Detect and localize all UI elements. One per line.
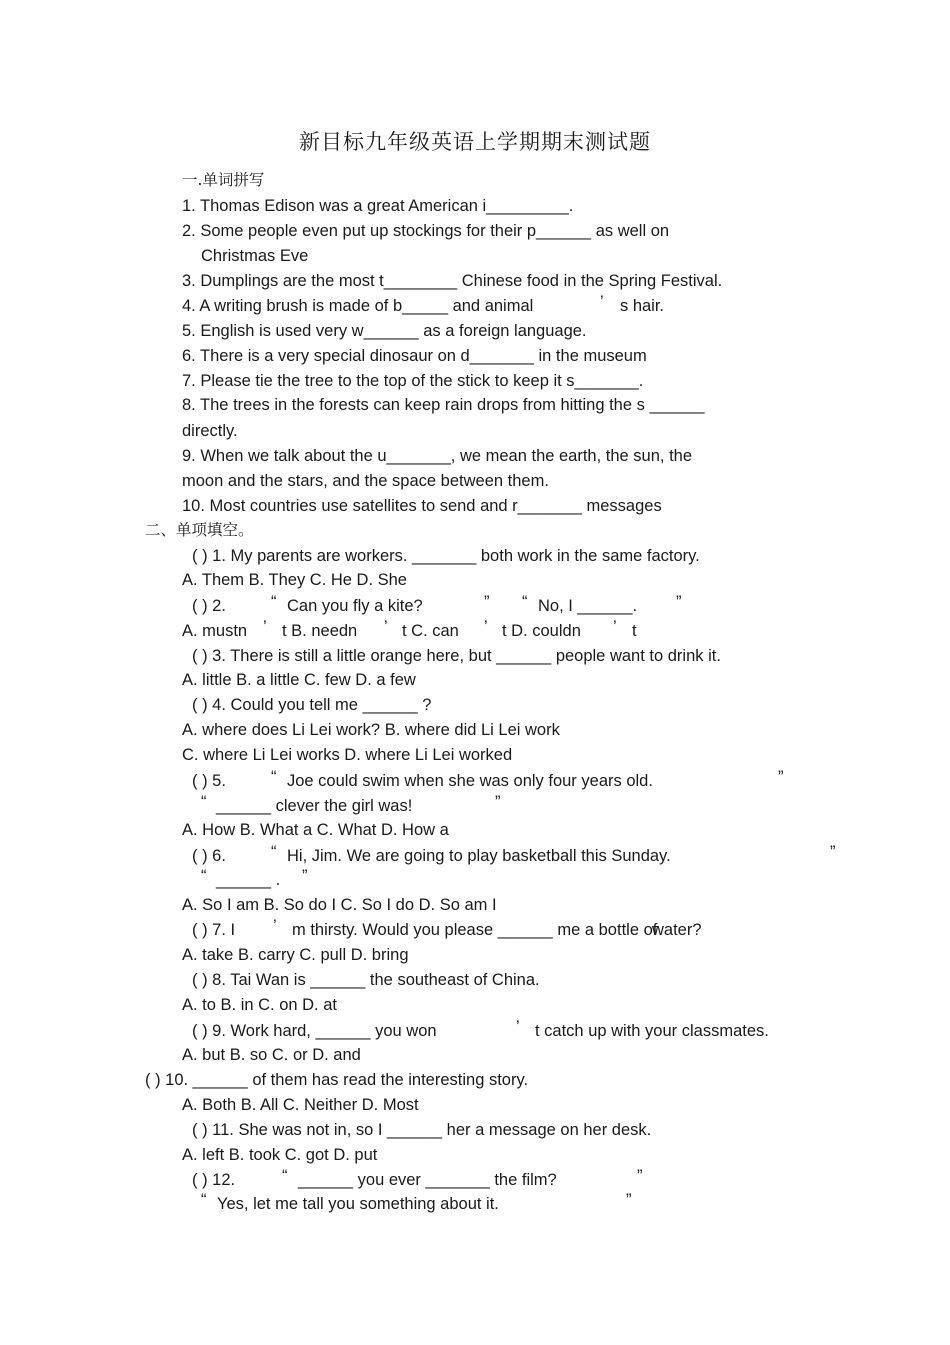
choice-q2-quote-close2: ” [676,593,682,611]
spelling-q4-apostrophe: ’ [600,293,604,311]
choice-q3-options: A. little B. a little C. few D. a few [182,671,416,689]
spelling-q10: 10. Most countries use satellites to send and r_______ messages [182,497,662,515]
choice-q2-opt-d: t D. couldn [502,622,581,640]
choice-q2-quote-open2: “ [522,593,528,611]
choice-q2-opt-b: t B. needn [282,622,358,640]
choice-q6-quote-open2: “ [201,867,207,885]
choice-q2: ( ) 2. [192,597,226,615]
choice-q12-quote-close: ” [637,1167,643,1185]
choice-q12-answer: Yes, let me tall you something about it. [217,1195,499,1213]
choice-q9-end: t catch up with your classmates. [535,1022,769,1040]
choice-q5-quote-open2: “ [201,793,207,811]
choice-q12-quote-open: “ [282,1167,288,1185]
spelling-q9: 9. When we talk about the u_______, we mean the earth, the sun, the [182,447,693,465]
choice-q6-quote-close: ” [830,843,836,861]
choice-q5-answer: ______ clever the girl was! [216,797,413,815]
choice-q9-apostrophe: ’ [516,1018,520,1036]
choice-q2-quote-open: “ [271,593,277,611]
choice-q7-apostrophe: ’ [273,917,277,935]
choice-q5-quote-open: “ [271,768,277,786]
section-heading-spelling: 一.单词拼写 [182,171,265,189]
spelling-q8-cont: directly. [182,422,238,440]
choice-q2-opt-d-end: t [632,622,637,640]
choice-q5-text: Joe could swim when she was only four years old. [287,772,653,790]
choice-q6-quote-open: “ [271,843,277,861]
choice-q3: ( ) 3. There is still a little orange here, but ______ people want to drink it. [192,647,721,665]
choice-q2-quote-close: ” [484,593,490,611]
choice-q2-apos-1: ’ [263,618,267,636]
spelling-q9-cont: moon and the stars, and the space between them. [182,472,549,490]
choice-q5-quote-close: ” [778,768,784,786]
spelling-q4: 4. A writing brush is made of b_____ and animal [182,297,534,315]
choice-q12-quote-open2: “ [201,1191,207,1209]
choice-q5-quote-close2: ” [495,793,501,811]
choice-q2-apos-2: ’ [384,618,388,636]
choice-q5: ( ) 5. [192,772,226,790]
choice-q9: ( ) 9. Work hard, ______ you won [192,1022,437,1040]
choice-q7: ( ) 7. I [192,921,236,939]
choice-q6: ( ) 6. [192,847,226,865]
spelling-q2-cont: Christmas Eve [201,247,309,265]
spelling-q1: 1. Thomas Edison was a great American i_________. [182,197,574,215]
choice-q8-options: A. to B. in C. on D. at [182,996,337,1014]
choice-q12: ( ) 12. [192,1171,236,1189]
choice-q2-opt-c: t C. can [402,622,459,640]
choice-q5-options: A. How B. What a C. What D. How a [182,821,449,839]
choice-q1-options: A. Them B. They C. He D. She [182,571,407,589]
choice-q10: ( ) 10. ______ of them has read the interesting story. [145,1071,529,1089]
spelling-q2: 2. Some people even put up stockings for their p______ as well on [182,222,670,240]
choice-q6-options: A. So I am B. So do I C. So I do D. So am I [182,896,497,914]
spelling-q3: 3. Dumplings are the most t________ Chinese food in the Spring Festival. [182,272,723,290]
spelling-q7: 7. Please tie the tree to the top of the stick to keep it s_______. [182,372,644,390]
choice-q2-text: Can you fly a kite? [287,597,423,615]
choice-q10-options: A. Both B. All C. Neither D. Most [182,1096,419,1114]
choice-q4: ( ) 4. Could you tell me ______ ? [192,696,432,714]
choice-q2-answer: No, I ______. [538,597,638,615]
section-heading-choice: 二、单项填空。 [145,521,254,539]
choice-q7-options: A. take B. carry C. pull D. bring [182,946,409,964]
choice-q11-options: A. left B. took C. got D. put [182,1146,378,1164]
spelling-q6: 6. There is a very special dinosaur on d_______ in the museum [182,347,647,365]
choice-q12-text: ______ you ever _______ the film? [298,1171,557,1189]
choice-q2-apos-4: ’ [613,618,617,636]
choice-q2-apos-3: ’ [484,618,488,636]
choice-q7-text: m thirsty. Would you please ______ me a bottle of [292,921,658,939]
choice-q12-quote-close2: ” [626,1191,632,1209]
choice-q6-quote-close2: ” [302,867,308,885]
spelling-q4-end: s hair. [620,297,665,315]
choice-q4-options-cd: C. where Li Lei works D. where Li Lei worked [182,746,513,764]
spelling-q5: 5. English is used very w______ as a foreign language. [182,322,587,340]
choice-q6-text: Hi, Jim. We are going to play basketball this Sunday. [287,847,671,865]
choice-q8: ( ) 8. Tai Wan is ______ the southeast of China. [192,971,540,989]
spelling-q8: 8. The trees in the forests can keep rain drops from hitting the s ______ [182,396,705,414]
choice-q7-overlap: water? [652,921,702,939]
page-title: 新目标九年级英语上学期期末测试题 [299,130,651,154]
choice-q4-options-ab: A. where does Li Lei work? B. where did Li Lei work [182,721,560,739]
choice-q2-opt-a: A. mustn [182,622,248,640]
choice-q6-answer: ______ . [216,871,281,889]
choice-q1: ( ) 1. My parents are workers. _______ both work in the same factory. [192,547,700,565]
choice-q9-options: A. but B. so C. or D. and [182,1046,361,1064]
choice-q11: ( ) 11. She was not in, so I ______ her a message on her desk. [192,1121,652,1139]
